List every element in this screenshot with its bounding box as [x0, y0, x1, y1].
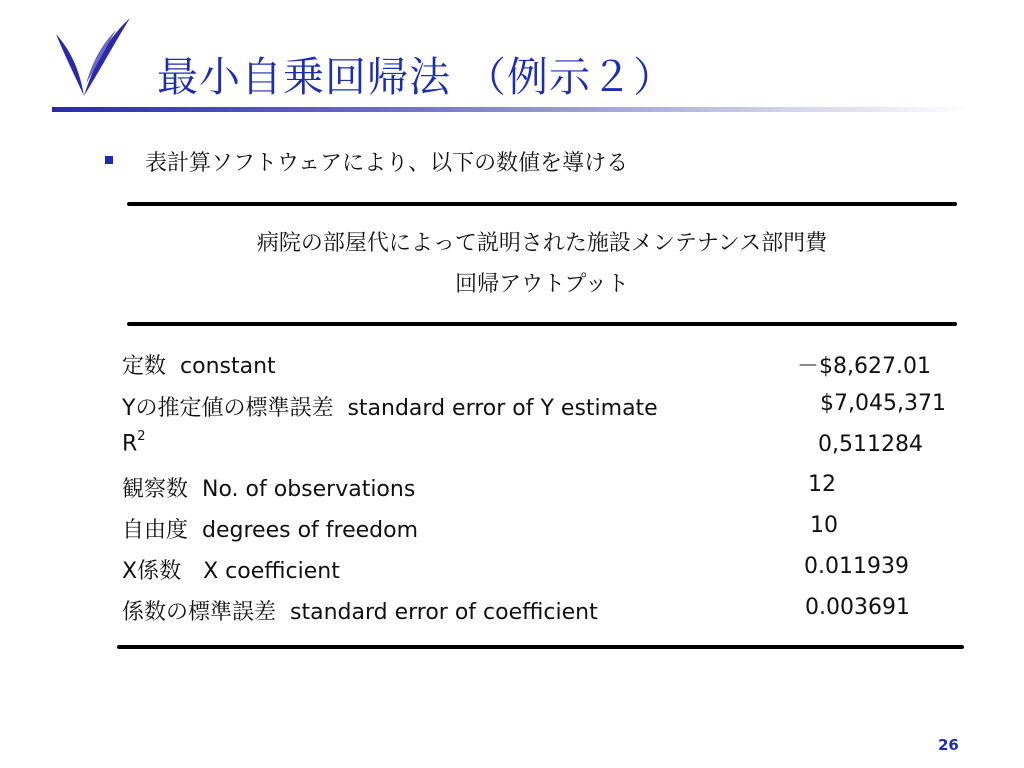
row-label-jp: 自由度 — [122, 518, 189, 543]
row-label-en: standard error of Y estimate — [347, 396, 658, 421]
row-label-jp: 係数の標準誤差 — [122, 600, 277, 625]
table-row — [122, 349, 276, 380]
table-subheading: 回帰アウトプット — [455, 272, 629, 297]
table-bottom-rule — [117, 645, 964, 649]
table-top-rule — [127, 202, 957, 206]
row-label-jp: X係数 — [122, 559, 182, 584]
table-row — [122, 554, 340, 585]
table-heading: 病院の部屋代によって説明された施設メンテナンス部門費 — [256, 231, 828, 256]
row-value: $7,045,371 — [820, 391, 946, 416]
row-label-en: standard error of coefficient — [290, 600, 598, 625]
table-header-rule — [127, 322, 957, 326]
row-value: 10 — [810, 513, 838, 538]
row-label-en: No. of observations — [202, 477, 416, 502]
row-label-jp: R — [122, 431, 138, 457]
row-label-jp: Yの推定値の標準誤差 — [122, 396, 334, 421]
row-value: 0,511284 — [818, 432, 923, 457]
table-row — [122, 391, 658, 422]
table-row — [122, 595, 598, 626]
page-number: 26 — [938, 736, 959, 754]
bullet-text: 表計算ソフトウェアにより、以下の数値を導ける — [145, 151, 629, 176]
row-label-en: X coefficient — [203, 559, 340, 584]
row-label-en: constant — [180, 354, 276, 379]
row-label-en: degrees of freedom — [202, 518, 418, 543]
row-value: 12 — [808, 472, 836, 497]
table-row — [122, 472, 415, 503]
row-label-jp: 定数 — [122, 354, 167, 379]
row-label-superscript: 2 — [137, 429, 146, 444]
v-leaf-logo-icon — [50, 14, 136, 100]
table-row — [122, 513, 418, 544]
row-label-jp: 観察数 — [122, 477, 189, 502]
table-row — [122, 431, 146, 456]
bullet-square-icon — [105, 156, 113, 164]
row-value: 0.011939 — [804, 554, 909, 579]
row-value: －$8,627.01 — [797, 354, 931, 379]
row-value: 0.003691 — [805, 595, 910, 620]
title-underline — [52, 107, 974, 112]
slide-title: 最小自乗回帰法 （例示２） — [157, 53, 676, 101]
